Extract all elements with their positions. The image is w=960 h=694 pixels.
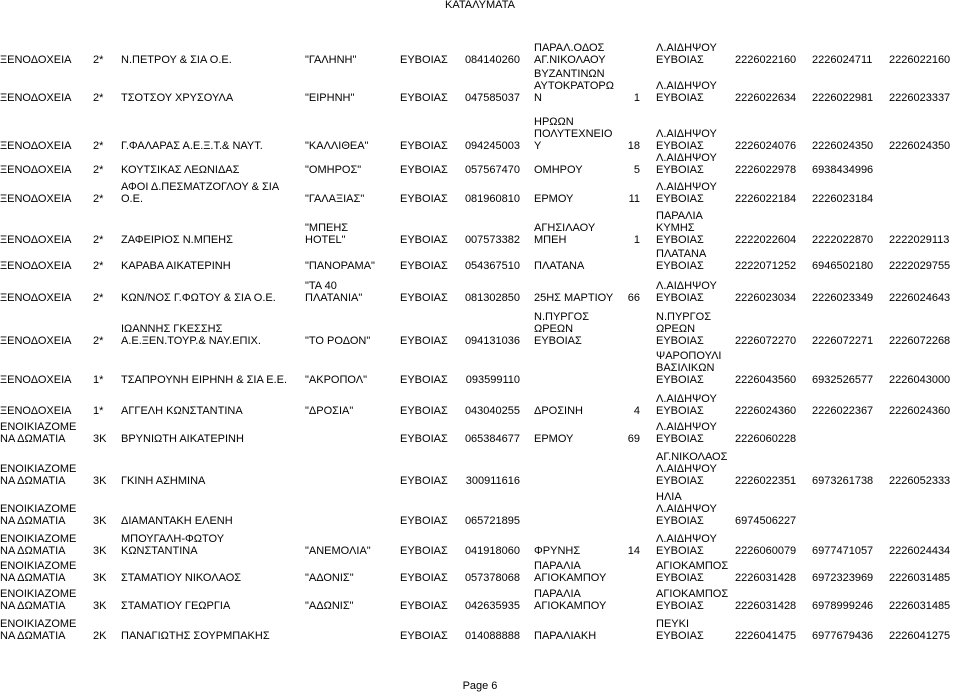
street-cell: ΦΡΥΝΗΣ [534, 545, 581, 557]
code-cell: 065384677 [464, 433, 520, 445]
code-cell: 054367510 [464, 260, 520, 272]
class-cell: 2* [93, 164, 104, 176]
phone-2-cell: 2226022367 [812, 405, 874, 417]
category-cell: ΞΕΝΟΔΟΧΕΙΑ [0, 335, 72, 347]
category-cell: ΞΕΝΟΔΟΧΕΙΑ [0, 193, 72, 205]
phone-1-cell: 2226043560 [735, 374, 797, 386]
phone-1-cell: 2226022160 [735, 54, 797, 66]
prefecture-cell: ΕΥΒΟΙΑΣ [400, 374, 448, 386]
code-cell: 093599110 [465, 374, 520, 386]
owner-cell: ΑΦΟΙ Δ.ΠΕΣΜΑΤΖΟΓΛΟΥ & ΣΙΑ Ο.Ε. [121, 181, 280, 205]
category-cell: ΞΕΝΟΔΟΧΕΙΑ [0, 260, 72, 272]
phone-3-cell: 2226022160 [889, 54, 951, 66]
code-cell: 081302850 [464, 292, 520, 304]
hotel-name-cell: "ΤΑ 40 ΠΛΑΤΑΝΙΑ" [305, 280, 363, 304]
phone-3-cell: 2226072268 [889, 335, 951, 347]
phone-1-cell: 2222071252 [735, 260, 797, 272]
hotel-name-cell: "ΑΝΕΜΟΛΙΑ" [305, 545, 371, 557]
phone-3-cell: 2226052333 [889, 475, 951, 487]
class-cell: 3Κ [93, 433, 107, 445]
street-cell: ΠΑΡΑΛΙΑ ΑΓΙΟΚΑΜΠΟΥ [534, 588, 607, 612]
street-cell: ΗΡΩΩΝ ΠΟΛΥΤΕΧΝΕΙΟ Υ [534, 116, 613, 152]
owner-cell: ΙΩΑΝΝΗΣ ΓΚΕΣΣΗΣ Α.Ε.ΞΕΝ.ΤΟΥΡ.& ΝΑΥ.ΕΠΙΧ. [121, 323, 261, 347]
code-cell: 043040255 [464, 405, 520, 417]
prefecture-cell: ΕΥΒΟΙΑΣ [400, 475, 448, 487]
prefecture-cell: ΕΥΒΟΙΑΣ [400, 292, 448, 304]
phone-3-cell: 2222029113 [889, 234, 950, 246]
street-cell: ΕΡΜΟΥ [534, 433, 574, 445]
street-number-cell: 69 [627, 433, 640, 445]
phone-2-cell: 2226072271 [812, 335, 874, 347]
prefecture-cell: ΕΥΒΟΙΑΣ [400, 630, 448, 642]
phone-2-cell: 2226023349 [812, 292, 874, 304]
phone-3-cell: 2226024643 [889, 292, 951, 304]
phone-3-cell: 2226023337 [889, 92, 951, 104]
phone-2-cell: 6972323969 [812, 572, 874, 584]
prefecture-cell: ΕΥΒΟΙΑΣ [400, 600, 448, 612]
class-cell: 3Κ [93, 545, 107, 557]
area-cell: Λ.ΑΙΔΗΨΟΥ ΕΥΒΟΙΑΣ [656, 80, 717, 104]
document-title: ΚΑΤΑΛΥΜΑΤΑ [445, 0, 515, 11]
street-number-cell: 66 [627, 292, 640, 304]
prefecture-cell: ΕΥΒΟΙΑΣ [400, 572, 448, 584]
category-cell: ΞΕΝΟΔΟΧΕΙΑ [0, 54, 72, 66]
category-cell: ΕΝΟΙΚΙΑΖΟΜΕ ΝΑ ΔΩΜΑΤΙΑ [0, 618, 77, 642]
owner-cell: ΒΡΥΝΙΩΤΗ ΑΙΚΑΤΕΡΙΝΗ [121, 433, 244, 445]
hotel-name-cell: "ΑΔΟΝΙΣ" [305, 572, 354, 584]
street-number-cell: 4 [633, 405, 640, 417]
page-number: Page 6 [462, 680, 498, 692]
street-cell: ΑΓΗΣΙΛΑΟΥ ΜΠΕΗ [534, 222, 596, 246]
prefecture-cell: ΕΥΒΟΙΑΣ [400, 405, 448, 417]
owner-cell: ΣΤΑΜΑΤΙΟΥ ΝΙΚΟΛΑΟΣ [121, 572, 242, 584]
area-cell: Λ.ΑΙΔΗΨΟΥ ΕΥΒΟΙΑΣ [656, 42, 717, 66]
phone-1-cell: 2226024076 [735, 140, 797, 152]
area-cell: Λ.ΑΙΔΗΨΟΥ ΕΥΒΟΙΑΣ [656, 421, 717, 445]
hotel-name-cell: "ΕΙΡΗΝΗ" [305, 92, 355, 104]
phone-2-cell: 6977679436 [812, 630, 874, 642]
owner-cell: ΚΑΡΑΒΑ ΑΙΚΑΤΕΡΙΝΗ [121, 260, 231, 272]
area-cell: Λ.ΑΙΔΗΨΟΥ ΕΥΒΟΙΑΣ [656, 393, 717, 417]
category-cell: ΕΝΟΙΚΙΑΖΟΜΕ ΝΑ ΔΩΜΑΤΙΑ [0, 421, 77, 445]
phone-1-cell: 2226060079 [735, 545, 797, 557]
class-cell: 2Κ [93, 630, 107, 642]
hotel-name-cell: "ΟΜΗΡΟΣ" [305, 164, 362, 176]
hotel-name-cell: "ΑΔΩΝΙΣ" [305, 600, 354, 612]
street-cell: ΠΑΡΑΛΙΑ ΑΓΙΟΚΑΜΠΟΥ [534, 560, 607, 584]
area-cell: Ν.ΠΥΡΓΟΣ ΩΡΕΩΝ ΕΥΒΟΙΑΣ [656, 311, 712, 347]
area-cell: Λ.ΑΙΔΗΨΟΥ ΕΥΒΟΙΑΣ [656, 152, 717, 176]
code-cell: 065721895 [464, 515, 520, 527]
hotel-name-cell: "ΤΟ ΡΟΔΟΝ" [305, 335, 371, 347]
area-cell: ΑΓΙΟΚΑΜΠΟΣ ΕΥΒΟΙΑΣ [656, 588, 729, 612]
prefecture-cell: ΕΥΒΟΙΑΣ [400, 234, 448, 246]
code-cell: 041918060 [464, 545, 520, 557]
street-number-cell: 18 [627, 140, 640, 152]
owner-cell: ΖΑΦΕΙΡΙΟΣ Ν.ΜΠΕΗΣ [121, 234, 233, 246]
class-cell: 3Κ [93, 515, 107, 527]
area-cell: ΑΓΙΟΚΑΜΠΟΣ ΕΥΒΟΙΑΣ [656, 560, 729, 584]
street-number-cell: 5 [633, 164, 640, 176]
code-cell: 042635935 [464, 600, 520, 612]
phone-1-cell: 2226031428 [735, 572, 797, 584]
street-number-cell: 1 [633, 92, 640, 104]
area-cell: ΨΑΡΟΠΟΥΛΙ ΒΑΣΙΛΙΚΩΝ ΕΥΒΟΙΑΣ [656, 350, 722, 386]
phone-2-cell: 6946502180 [812, 260, 874, 272]
phone-3-cell: 2226031485 [889, 572, 951, 584]
category-cell: ΕΝΟΙΚΙΑΖΟΜΕ ΝΑ ΔΩΜΑΤΙΑ [0, 560, 77, 584]
prefecture-cell: ΕΥΒΟΙΑΣ [400, 545, 448, 557]
class-cell: 2* [93, 234, 104, 246]
code-cell: 007573382 [464, 234, 520, 246]
street-cell: Ν.ΠΥΡΓΟΣ ΩΡΕΩΝ ΕΥΒΟΙΑΣ [534, 311, 590, 347]
owner-cell: ΔΙΑΜΑΝΤΑΚΗ ΕΛΕΝΗ [121, 515, 233, 527]
phone-1-cell: 2226023034 [735, 292, 797, 304]
category-cell: ΕΝΟΙΚΙΑΖΟΜΕ ΝΑ ΔΩΜΑΤΙΑ [0, 533, 77, 557]
street-cell: ΟΜΗΡΟΥ [534, 164, 583, 176]
phone-3-cell: 2226041275 [889, 630, 951, 642]
owner-cell: Γ.ΦΑΛΑΡΑΣ Α.Ε.Ξ.Τ.& ΝΑΥΤ. [121, 140, 263, 152]
prefecture-cell: ΕΥΒΟΙΑΣ [400, 193, 448, 205]
prefecture-cell: ΕΥΒΟΙΑΣ [400, 335, 448, 347]
phone-1-cell: 2226041475 [735, 630, 797, 642]
hotel-name-cell: "ΑΚΡΟΠΟΛ" [305, 374, 368, 386]
phone-3-cell: 2226024360 [889, 405, 951, 417]
owner-cell: ΤΣΟΤΣΟΥ ΧΡΥΣΟΥΛΑ [121, 92, 234, 104]
phone-3-cell: 2226024434 [889, 545, 951, 557]
street-number-cell: 1 [633, 234, 640, 246]
category-cell: ΕΝΟΙΚΙΑΖΟΜΕ ΝΑ ΔΩΜΑΤΙΑ [0, 503, 77, 527]
phone-2-cell: 2222022870 [812, 234, 874, 246]
class-cell: 1* [93, 405, 104, 417]
street-cell: 25ΗΣ ΜΑΡΤΙΟΥ [534, 292, 614, 304]
phone-2-cell: 6938434996 [812, 164, 874, 176]
class-cell: 2* [93, 292, 104, 304]
category-cell: ΞΕΝΟΔΟΧΕΙΑ [0, 92, 72, 104]
street-cell: ΕΡΜΟΥ [534, 193, 574, 205]
phone-1-cell: 2226022978 [735, 164, 797, 176]
phone-1-cell: 2226022634 [735, 92, 797, 104]
class-cell: 2* [93, 140, 104, 152]
phone-1-cell: 2226072270 [735, 335, 797, 347]
phone-2-cell: 2226024711 [812, 54, 873, 66]
area-cell: ΠΕΥΚΙ ΕΥΒΟΙΑΣ [656, 618, 704, 642]
category-cell: ΞΕΝΟΔΟΧΕΙΑ [0, 374, 72, 386]
prefecture-cell: ΕΥΒΟΙΑΣ [400, 54, 448, 66]
code-cell: 057378068 [464, 572, 520, 584]
street-cell: ΒΥΖΑΝΤΙΝΩΝ ΑΥΤΟΚΡΑΤΟΡΩ Ν [534, 68, 614, 104]
class-cell: 3Κ [93, 475, 107, 487]
class-cell: 2* [93, 92, 104, 104]
area-cell: Λ.ΑΙΔΗΨΟΥ ΕΥΒΟΙΑΣ [656, 280, 717, 304]
category-cell: ΕΝΟΙΚΙΑΖΟΜΕ ΝΑ ΔΩΜΑΤΙΑ [0, 588, 77, 612]
street-cell: ΠΑΡΑΛΙΑΚΗ [534, 630, 597, 642]
code-cell: 057567470 [464, 164, 520, 176]
prefecture-cell: ΕΥΒΟΙΑΣ [400, 260, 448, 272]
phone-3-cell: 2222029755 [889, 260, 951, 272]
class-cell: 2* [93, 260, 104, 272]
class-cell: 2* [93, 335, 104, 347]
hotel-name-cell: "ΔΡΟΣΙΑ" [305, 405, 354, 417]
category-cell: ΞΕΝΟΔΟΧΕΙΑ [0, 292, 72, 304]
street-cell: ΠΑΡΑΛ.ΟΔΟΣ ΑΓ.ΝΙΚΟΛΑΟΥ [534, 42, 606, 66]
street-cell: ΔΡΟΣΙΝΗ [534, 405, 583, 417]
phone-2-cell: 6978999246 [812, 600, 874, 612]
hotel-name-cell: "ΓΑΛΑΞΙΑΣ" [305, 193, 365, 205]
area-cell: ΠΛΑΤΑΝΑ ΕΥΒΟΙΑΣ [656, 248, 707, 272]
phone-1-cell: 2226060228 [735, 433, 797, 445]
code-cell: 094131036 [464, 335, 520, 347]
owner-cell: Ν.ΠΕΤΡΟΥ & ΣΙΑ Ο.Ε. [121, 54, 232, 66]
street-number-cell: 14 [627, 545, 640, 557]
phone-2-cell: 2226022981 [812, 92, 874, 104]
phone-1-cell: 2226024360 [735, 405, 797, 417]
phone-3-cell: 2226043000 [889, 374, 951, 386]
phone-2-cell: 6977471057 [812, 545, 874, 557]
code-cell: 084140260 [464, 54, 520, 66]
class-cell: 2* [93, 54, 104, 66]
area-cell: ΗΛΙΑ Λ.ΑΙΔΗΨΟΥ ΕΥΒΟΙΑΣ [656, 491, 717, 527]
owner-cell: ΤΣΑΠΡΟΥΝΗ ΕΙΡΗΝΗ & ΣΙΑ Ε.Ε. [121, 374, 288, 386]
owner-cell: ΠΑΝΑΓΙΩΤΗΣ ΣΟΥΡΜΠΑΚΗΣ [121, 630, 270, 642]
prefecture-cell: ΕΥΒΟΙΑΣ [400, 433, 448, 445]
phone-2-cell: 6932526577 [812, 374, 874, 386]
phone-1-cell: 2226022351 [735, 475, 797, 487]
owner-cell: ΚΩΝ/ΝΟΣ Γ.ΦΩΤΟΥ & ΣΙΑ Ο.Ε. [121, 292, 276, 304]
phone-1-cell: 2226022184 [735, 193, 797, 205]
phone-1-cell: 2226031428 [735, 600, 797, 612]
hotel-name-cell: "ΚΑΛΛΙΘΕΑ" [305, 140, 369, 152]
phone-3-cell: 2226024350 [889, 140, 951, 152]
category-cell: ΞΕΝΟΔΟΧΕΙΑ [0, 234, 72, 246]
hotel-name-cell: "ΓΑΛΗΝΗ" [305, 54, 357, 66]
owner-cell: ΚΟΥΤΣΙΚΑΣ ΛΕΩΝΙΔΑΣ [121, 164, 240, 176]
prefecture-cell: ΕΥΒΟΙΑΣ [400, 92, 448, 104]
prefecture-cell: ΕΥΒΟΙΑΣ [400, 515, 448, 527]
area-cell: ΠΑΡΑΛΙΑ ΚΥΜΗΣ ΕΥΒΟΙΑΣ [656, 210, 704, 246]
class-cell: 3Κ [93, 600, 107, 612]
owner-cell: ΑΓΓΕΛΗ ΚΩΝΣΤΑΝΤΙΝΑ [121, 405, 243, 417]
class-cell: 1* [93, 374, 104, 386]
category-cell: ΞΕΝΟΔΟΧΕΙΑ [0, 164, 72, 176]
phone-2-cell: 2226024350 [812, 140, 874, 152]
area-cell: ΑΓ.ΝΙΚΟΛΑΟΣ Λ.ΑΙΔΗΨΟΥ ΕΥΒΟΙΑΣ [656, 451, 728, 487]
owner-cell: ΓΚΙΝΗ ΑΣΗΜΙΝΑ [121, 475, 206, 487]
code-cell: 300911616 [465, 475, 520, 487]
owner-cell: ΜΠΟΥΓΑΛΗ-ΦΩΤΟΥ ΚΩΝΣΤΑΝΤΙΝΑ [121, 533, 225, 557]
owner-cell: ΣΤΑΜΑΤΙΟΥ ΓΕΩΡΓΙΑ [121, 600, 231, 612]
prefecture-cell: ΕΥΒΟΙΑΣ [400, 164, 448, 176]
code-cell: 047585037 [464, 92, 520, 104]
prefecture-cell: ΕΥΒΟΙΑΣ [400, 140, 448, 152]
phone-1-cell: 6974506227 [735, 515, 797, 527]
code-cell: 094245003 [464, 140, 520, 152]
street-cell: ΠΛΑΤΑΝΑ [534, 260, 585, 272]
area-cell: Λ.ΑΙΔΗΨΟΥ ΕΥΒΟΙΑΣ [656, 181, 717, 205]
street-number-cell: 11 [628, 193, 640, 205]
class-cell: 2* [93, 193, 104, 205]
code-cell: 014088888 [464, 630, 520, 642]
category-cell: ΕΝΟΙΚΙΑΖΟΜΕ ΝΑ ΔΩΜΑΤΙΑ [0, 463, 77, 487]
hotel-name-cell: "ΠΑΝΟΡΑΜΑ" [305, 260, 375, 272]
category-cell: ΞΕΝΟΔΟΧΕΙΑ [0, 140, 72, 152]
phone-3-cell: 2226031485 [889, 600, 951, 612]
phone-2-cell: 6973261738 [812, 475, 874, 487]
hotel-name-cell: "ΜΠΕΗΣ HOTEL" [305, 222, 349, 246]
class-cell: 3Κ [93, 572, 107, 584]
area-cell: Λ.ΑΙΔΗΨΟΥ ΕΥΒΟΙΑΣ [656, 533, 717, 557]
category-cell: ΞΕΝΟΔΟΧΕΙΑ [0, 405, 72, 417]
area-cell: Λ.ΑΙΔΗΨΟΥ ΕΥΒΟΙΑΣ [656, 128, 717, 152]
phone-1-cell: 2222022604 [735, 234, 797, 246]
phone-2-cell: 2226023184 [812, 193, 874, 205]
code-cell: 081960810 [464, 193, 520, 205]
